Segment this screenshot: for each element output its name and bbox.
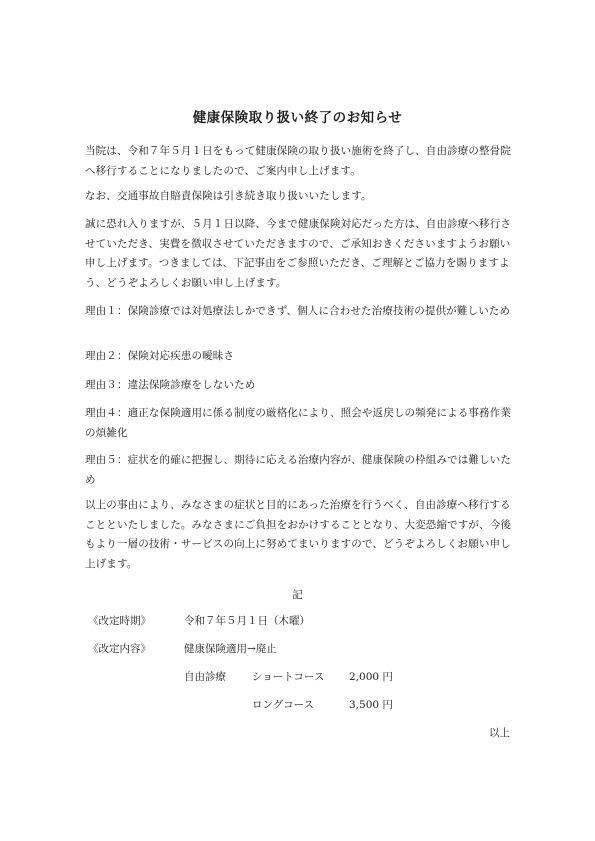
revision-content-label: 《改定内容》 xyxy=(88,643,151,655)
reason-1: 理由１：保険診療では対処療法しかできず、個人に合わせた治療技術の提供が難しいため xyxy=(85,305,511,317)
pricing-category: 自由診療 xyxy=(184,671,226,683)
revision-content-value: 健康保険適用→廃止 xyxy=(184,643,277,655)
short-course-price: 2,000 円 xyxy=(349,671,393,683)
request-paragraph: 誠に恐れ入りますが、５月１日以降、今まで健康保険対応だった方は、自由診療へ移行させていただき、実費を徴収させていただきますので、ご承知おきくださいますようお願い申し上げます。つきましては、下記事由をご参照いただき、ご理解とご協力を賜りますよう、どうぞよろしくお願い申し上げます。 xyxy=(85,218,511,289)
revision-date-value: 令和７年５月１日（木曜） xyxy=(184,615,310,627)
traffic-accident-paragraph: なお、交通事故自賠責保険は引き続き取り扱いいたします。 xyxy=(85,190,372,202)
reason-3: 理由３：違法保険診療をしないため xyxy=(85,379,256,391)
short-course-name: ショートコース xyxy=(252,671,325,683)
intro-paragraph: 当院は、令和７年５月１日をもって健康保険の取り扱い施術を終了し、自由診療の整骨院へ移行することになりましたので、ご案内申し上げます。 xyxy=(85,145,511,177)
reason-2: 理由２：保険対応疾患の曖昧さ xyxy=(85,350,235,362)
reason-4: 理由４：適正な保険適用に係る制度の厳格化により、照会や返戻しの頻発による事務作業の煩雑化 xyxy=(85,407,511,439)
closing-word: 以上 xyxy=(489,727,510,739)
reason-5: 理由５：症状を的確に把握し、期待に応える治療内容が、健康保険の枠組みでは難しいため xyxy=(85,454,511,486)
long-course-price: 3,500 円 xyxy=(349,699,393,711)
revision-date-label: 《改定時期》 xyxy=(88,615,151,627)
page-title: 健康保険取り扱い終了のお知らせ xyxy=(192,110,403,126)
long-course-name: ロングコース xyxy=(252,699,315,711)
ki-heading: 記 xyxy=(292,589,303,601)
conclusion-paragraph: 以上の事由により、みなさまの症状と目的にあった治療を行うべく、自由診療へ移行することといたしました。みなさまにご負担をおかけすることとなり、大変恐縮ですが、今後もより一層の技術・サービスの向上に努めてまいりますので、どうぞよろしくお願い申し上げます。 xyxy=(85,499,511,570)
